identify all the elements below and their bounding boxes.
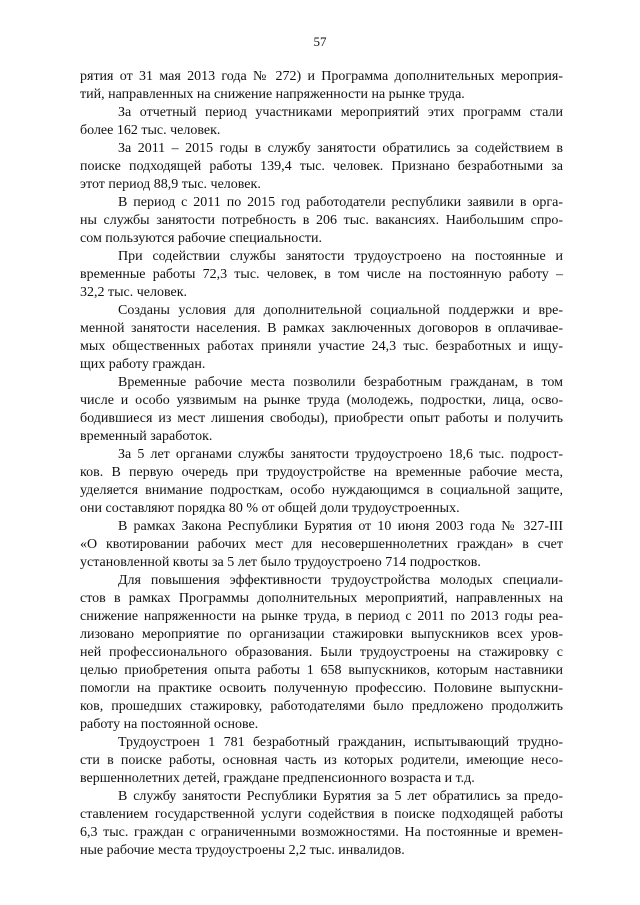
text-line: В службу занятости Республики Бурятия за 5 лет обратились за предо- [118,789,563,804]
text-line: ные рабочие места трудоустроены 2,2 тыс. инвалидов. [80,843,405,858]
text-line: числе и особо уязвимым на рынке труда (молодежь, подростки, лица, осво- [80,393,563,408]
text-line: лизовано мероприятие по организации стажировки выпускников всех уров- [80,627,563,642]
text-line: сти в поиске работы, основная часть из которых родители, имеющие несо- [80,753,563,768]
paragraph [80,518,563,572]
page-number: 57 [313,34,327,49]
text-line: За 5 лет органами службы занятости трудоустроено 18,6 тыс. подрост- [118,447,563,462]
text-line: Созданы условия для дополнительной социальной поддержки и вре- [118,303,563,318]
paragraph [80,104,563,140]
text-line: При содействии службы занятости трудоустроено на постоянные и [118,249,563,264]
paragraph [80,248,563,302]
text-line: ней профессионального образования. Были трудоустроены на стажировку с [80,645,563,660]
paragraph [80,446,563,518]
text-line: вершеннолетних детей, граждане предпенсионного возраста и т.д. [80,771,475,786]
text-line: временный заработок. [80,429,213,444]
text-line: В рамках Закона Республики Бурятия от 10 июня 2003 года № 327-III [118,519,563,534]
paragraph [80,302,563,374]
paragraph [80,734,563,788]
text-line: В период с 2011 по 2015 год работодатели республики заявили в орга- [118,195,563,210]
text-line: Для повышения эффективности трудоустройства молодых специали- [118,573,563,588]
text-line: За 2011 – 2015 годы в службу занятости обратились за содействием в [118,141,563,156]
text-line: работу на постоянной основе. [80,717,259,732]
paragraph [80,374,563,446]
paragraph [80,68,563,104]
text-line: «О квотировании рабочих мест для несовершеннолетних граждан» в счет [80,537,563,552]
text-line: 32,2 тыс. человек. [80,285,188,300]
text-line: снижение напряженности на рынке труда, в период с 2011 по 2013 годы реа- [80,609,563,624]
text-line: установленной квоты за 5 лет было трудоустроено 714 подростков. [80,555,481,570]
text-line: временные работы 72,3 тыс. человек, в том числе на постоянную работу – [80,267,563,282]
paragraph [80,788,563,860]
text-line: этот период 88,9 тыс. человек. [80,177,261,192]
text-line: мых общественных работах приняли участие 24,3 тыс. безработных и ищу- [80,339,563,354]
text-line: поиске подходящей работы 139,4 тыс. человек. Признано безработными за [80,159,563,174]
text-line: помогли на практике освоить полученную профессию. Половине выпускни- [80,681,563,696]
text-line: ков, прошедших стажировку, работодателями было предложено продолжить [80,699,563,714]
text-line: рятия от 31 мая 2013 года № 272) и Программа дополнительных мероприя- [80,69,563,84]
text-line: За отчетный период участниками мероприятий этих программ стали [118,105,563,120]
text-line: уделяется внимание подросткам, особо нуждающимся в социальной защите, [80,483,563,498]
paragraph [80,194,563,248]
text-line: они составляют порядка 80 % от общей доли трудоустроенных. [80,501,460,516]
text-line: щих работу граждан. [80,357,206,372]
text-line: ны службы занятости потребность в 206 тыс. вакансиях. Наибольшим спро- [80,213,563,228]
text-line: Трудоустроен 1 781 безработный гражданин, испытывающий трудно- [118,735,563,750]
text-line: более 162 тыс. человек. [80,123,221,138]
paragraph [80,140,563,194]
text-line: целью приобретения опыта работы 1 658 выпускников, которым наставники [80,663,563,678]
paragraph [80,572,563,734]
text-line: ков. В первую очередь при трудоустройстве на временные рабочие места, [80,465,563,480]
text-line: стов в рамках Программы дополнительных мероприятий, направленных на [80,591,563,606]
text-line: тий, направленных на снижение напряженности на рынке труда. [80,87,465,102]
text-line: сом пользуются рабочие специальности. [80,231,322,246]
text-line: ставлением государственной услуги содействия в поиске подходящей работы [80,807,563,822]
text-line: Временные рабочие места позволили безработным гражданам, в том [118,375,563,390]
document-body [80,68,563,860]
text-line: бодившиеся из мест лишения свободы), приобрести опыт работы и получить [80,411,563,426]
text-line: 6,3 тыс. граждан с ограниченными возможностями. На постоянные и времен- [80,825,563,840]
text-line: менной занятости населения. В рамках заключенных договоров в оплачивае- [80,321,563,336]
